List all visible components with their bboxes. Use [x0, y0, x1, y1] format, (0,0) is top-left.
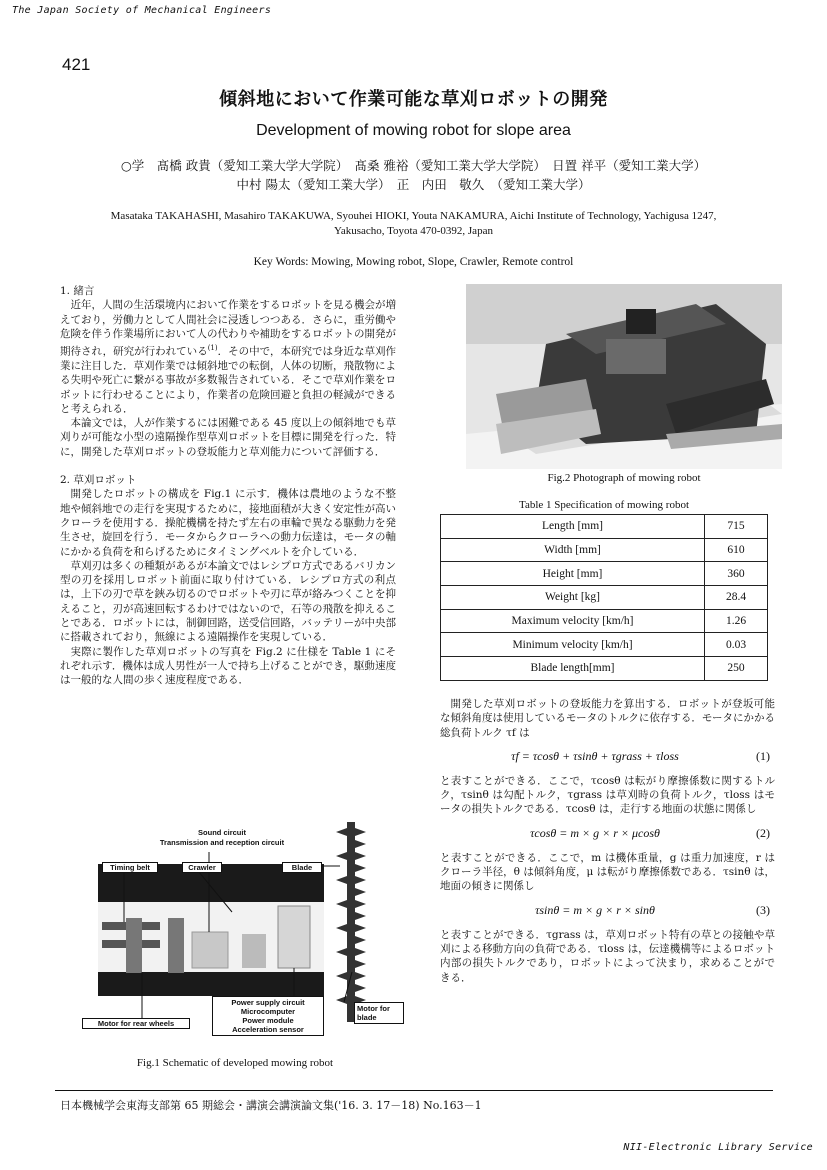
equation-3-number: (3) — [756, 902, 770, 917]
right-paragraph-4: と表すことができる．τgrass は，草刈ロボット特有の草との接触や草刈による移動方向の負荷である．τloss は，伝達機構等によるロボット内部の損失トルクであり，ロボットによって決まり，求めることができる． — [440, 928, 775, 984]
label-motor-blade: Motor for blade — [354, 1002, 404, 1024]
spec-value: 610 — [705, 538, 768, 562]
label-sound-circuit: Sound circuit — [198, 828, 246, 837]
table-row — [441, 609, 768, 633]
equation-1-number: (1) — [756, 748, 770, 763]
section-2-paragraph-3: 実際に製作した草刈ロボットの写真を Fig.2 に仕様を Table 1 にそれぞれ示す．機体は成人男性が一人で持ち上げることができ，駆動速度は一般的な人間の歩く速度程度である． — [60, 645, 396, 687]
spec-label: Maximum velocity [km/h] — [441, 609, 705, 633]
spec-value: 250 — [705, 657, 768, 681]
affiliation-block — [0, 209, 827, 239]
title-english: Development of mowing robot for slope area — [256, 122, 571, 139]
authors-block — [0, 156, 827, 194]
table-1-caption: Table 1 Specification of mowing robot — [519, 499, 689, 511]
affiliation-line-2: Yakusacho, Toyota 470-0392, Japan — [334, 225, 493, 237]
spec-value: 28.4 — [705, 586, 768, 610]
equation-2 — [440, 817, 775, 851]
equation-3 — [440, 894, 775, 928]
label-motor-rear: Motor for rear wheels — [82, 1018, 190, 1029]
section-2-heading: 2. 草刈ロボット — [60, 474, 137, 487]
spec-value: 1.26 — [705, 609, 768, 633]
section-1-paragraph-1-text-b: ．その中で，本研究では身近な草刈作業に注目した．草刈作業では傾斜地での転倒，人体の切断，飛散物による失明や死亡に繋がる事故が多数報告されている．そこで草刈作業をロボットに行わせることにより，作業者の危険回避と負担の軽減ができると考えられる． — [60, 345, 396, 415]
table-row — [441, 515, 768, 539]
label-crawler: Crawler — [182, 862, 222, 873]
table-row — [441, 633, 768, 657]
section-1-heading: 1. 緒言 — [60, 285, 95, 297]
section-1-paragraph-1 — [60, 298, 396, 416]
spec-value: 715 — [705, 515, 768, 539]
table-row — [441, 657, 768, 681]
section-1-paragraph-1-text-a: 近年，人間の生活環境内において作業をするロボットを見る機会が増えており，労働力として人間社会に浸透しつつある．さらに，重労働や危険を伴う作業場所において人の代わりや補助をするロボットの開発が期待され，研究が行われている — [60, 299, 396, 358]
society-header: The Japan Society of Mechanical Engineers — [12, 5, 272, 16]
table-row — [441, 538, 768, 562]
left-column — [60, 284, 396, 688]
reference-1: (1) — [207, 344, 218, 353]
authors-line-1: ○学 髙橋 政貴（愛知工業大学大学院） 髙桑 雅裕（愛知工業大学大学院） 日置 祥平（愛知工業大学） — [120, 158, 707, 173]
page-number: 421 — [62, 55, 91, 74]
label-microcomputer: Microcomputer — [240, 1007, 296, 1016]
label-power-module: Power module — [242, 1016, 294, 1025]
specification-table — [440, 514, 768, 681]
figure-2-caption: Fig.2 Photograph of mowing robot — [547, 472, 701, 484]
title-japanese: 傾斜地において作業可能な草刈ロボットの開発 — [219, 89, 608, 110]
section-2-paragraph-1: 開発したロボットの構成を Fig.1 に示す．機体は農地のような不整地や傾斜地での走行を実現するために，接地面積が大きく安定性が高いクローラを使用する．操舵機構を持たず左右の車輪で異なる駆動力を発生させ，旋回を行う．モータからクローラへの動力伝達は，モータの軸にかかる負荷を和らげるためにタイミングベルトを介している． — [60, 488, 396, 558]
spec-label: Height [mm] — [441, 562, 705, 586]
spec-label: Weight [kg] — [441, 586, 705, 610]
section-2-paragraph-2: 草刈刃は多くの種類があるが本論文ではレシプロ方式であるバリカン型の刃を採用しロボット前面に取り付けている．レシプロ方式の利点は，上下の刃で草を鋏み切るのでロボットや刃に草が絡みつくことを抑えること，刃が高速回転するわけではないので，石等の飛散を抑えることである．ロボットには，制御回路，送受信回路，バッテリーが中央部に搭載されており，無線による遠隔操作を実現している． — [60, 559, 396, 644]
equation-1 — [440, 740, 775, 774]
equation-3-formula: τsinθ = m × g × r × sinθ — [535, 902, 655, 917]
equation-2-number: (2) — [756, 825, 770, 840]
figure-1-schematic — [82, 822, 412, 1040]
figure-2-photo — [466, 284, 782, 469]
authors-line-2: 中村 陽太（愛知工業大学） 正 内田 敬久 （愛知工業大学） — [236, 177, 591, 192]
label-power-supply: Power supply circuit — [231, 998, 305, 1007]
label-blade: Blade — [282, 862, 322, 873]
label-acceleration-sensor: Acceleration sensor — [232, 1025, 304, 1034]
table-row — [441, 586, 768, 610]
spec-label: Width [mm] — [441, 538, 705, 562]
keywords: Key Words: Mowing, Mowing robot, Slope, Crawler, Remote control — [253, 256, 574, 268]
robot-photo-placeholder — [466, 284, 782, 469]
right-column — [440, 697, 775, 985]
equation-2-formula: τcosθ = m × g × r × μcosθ — [530, 825, 660, 840]
label-transmission-circuit: Transmission and reception circuit — [159, 838, 285, 847]
label-timing-belt: Timing belt — [102, 862, 158, 873]
figure-1-caption: Fig.1 Schematic of developed mowing robot — [136, 1057, 334, 1069]
spec-label: Length [mm] — [441, 515, 705, 539]
section-1-paragraph-2: 本論文では，人が作業するには困難である 45 度以上の傾斜地でも草刈りが可能な小型の遠隔操作型草刈ロボットを目標に開発を行った．特に，開発した草刈ロボットの登坂能力と草刈能力について評価する． — [60, 417, 396, 458]
spec-label: Minimum velocity [km/h] — [441, 633, 705, 657]
footer-divider — [55, 1090, 773, 1091]
proceedings-footer: 日本機械学会東海支部第 65 期総会・講演会講演論文集('16. 3. 17－18) No.163－1 — [60, 1099, 482, 1112]
table-row — [441, 562, 768, 586]
right-paragraph-3: と表すことができる．ここで，m は機体重量，g は重力加速度，r はクローラ半径，θ は傾斜角度，μ は転がり摩擦係数である．τsinθ は，地面の傾きに関係し — [440, 851, 775, 893]
spec-value: 0.03 — [705, 633, 768, 657]
equation-1-formula: τf = τcosθ + τsinθ + τgrass + τloss — [511, 748, 679, 763]
nii-footer: NII-Electronic Library Service — [623, 1142, 813, 1153]
right-paragraph-2: と表すことができる．ここで，τcosθ は転がり摩擦係数に関するトルク，τsinθ は勾配トルク，τgrass は草刈時の負荷トルク，τloss はモータの損失トルクである．τcosθ は，走行する地面の状態に関係し — [440, 774, 775, 816]
affiliation-line-1: Masataka TAKAHASHI, Masahiro TAKAKUWA, Syouhei HIOKI, Youta NAKAMURA, Aichi Institute of Technology, Yachigusa 1247, — [110, 210, 717, 222]
spec-label: Blade length[mm] — [441, 657, 705, 681]
label-power-block — [212, 996, 324, 1036]
spec-value: 360 — [705, 562, 768, 586]
right-paragraph-1: 開発した草刈ロボットの登坂能力を算出する．ロボットが登坂可能な傾斜角度は使用しているモータのトルクに依存する．モータにかかる総負荷トルク τf は — [440, 698, 775, 739]
